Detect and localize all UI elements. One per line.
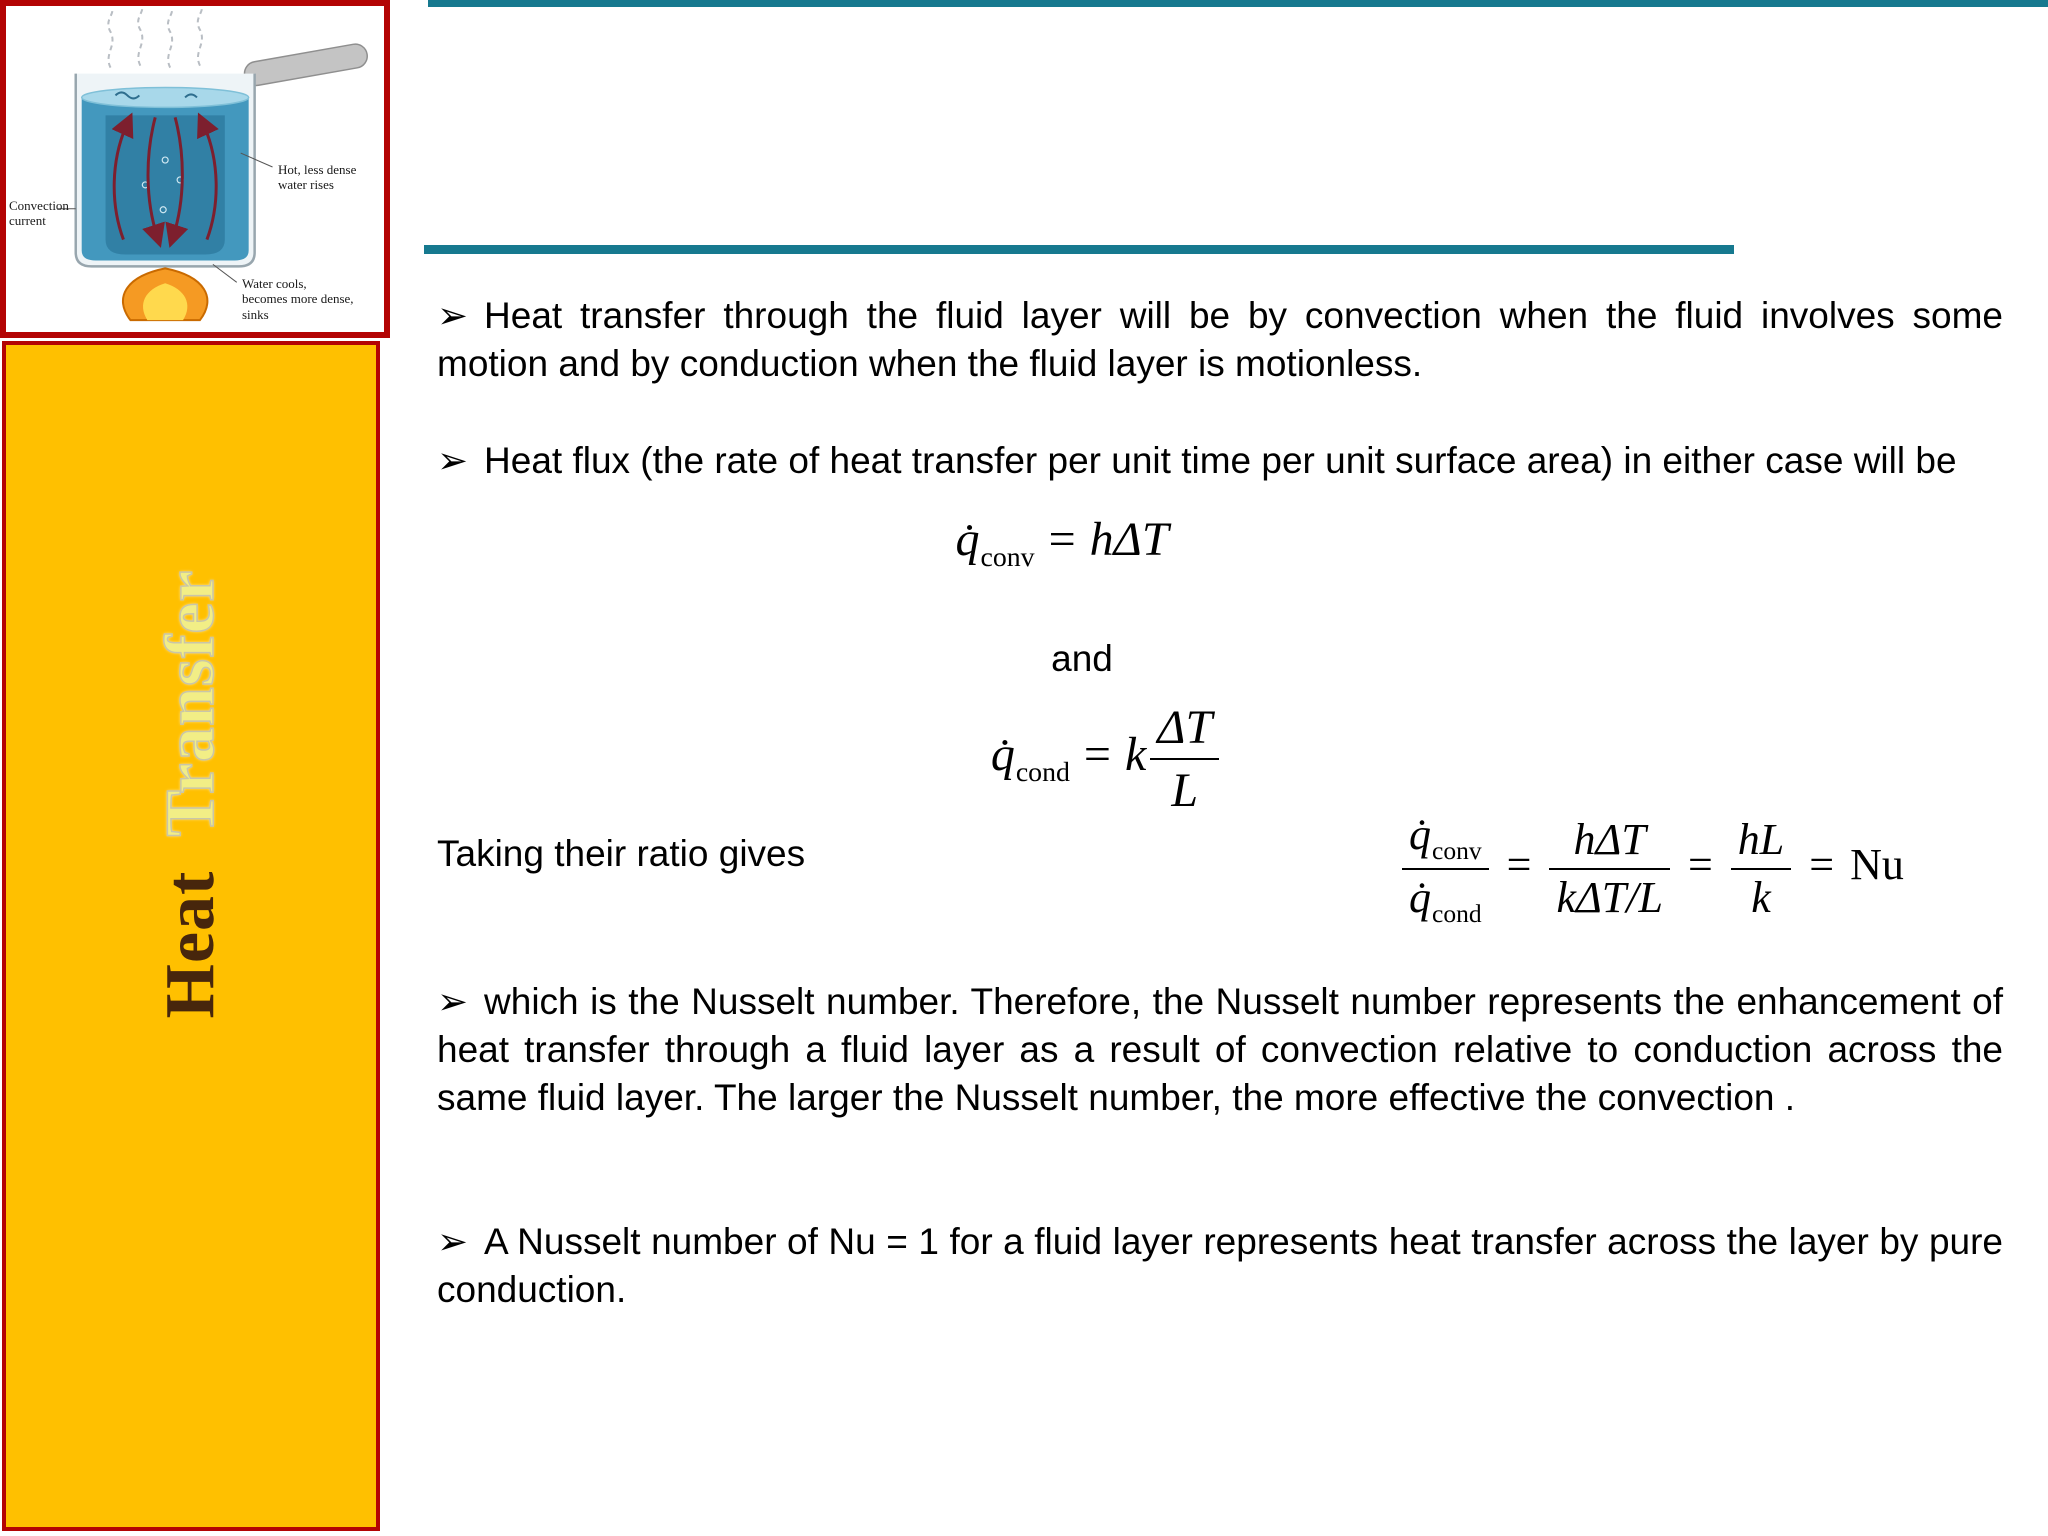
fraction-denominator: kΔT/L bbox=[1556, 873, 1663, 923]
fraction bbox=[1150, 700, 1219, 818]
fraction-denominator: k bbox=[1751, 873, 1771, 923]
equals-sign: = bbox=[1083, 728, 1111, 782]
equals-sign: = bbox=[1506, 840, 1532, 890]
sidebar-title-transfer: Transfer bbox=[152, 569, 229, 837]
bullet-4 bbox=[437, 1218, 2003, 1314]
figure-label-line: Water cools, bbox=[242, 276, 307, 291]
bullet-2 bbox=[437, 437, 2003, 485]
bullet-arrow-icon: ➢ bbox=[437, 981, 469, 1022]
sidebar-title bbox=[151, 570, 231, 1019]
fraction-numerator: $q̇_{conv}$ bbox=[1402, 810, 1489, 870]
figure-label-water-cools-sinks bbox=[242, 276, 364, 322]
eq-rhs: hΔT bbox=[1089, 513, 1169, 566]
eq-subscript: conv bbox=[980, 541, 1035, 573]
bullet-1 bbox=[437, 292, 2003, 388]
fraction bbox=[1731, 815, 1791, 924]
equals-sign: = bbox=[1809, 840, 1835, 890]
figure-label-convection-current bbox=[9, 198, 79, 229]
eq-variable: q̇ bbox=[955, 513, 980, 566]
sidebar-title-heat: Heat bbox=[152, 870, 229, 1019]
fraction bbox=[1549, 815, 1670, 924]
fraction-denominator: $q̇_{cond}$ bbox=[1409, 873, 1482, 928]
equals-sign: = bbox=[1048, 513, 1076, 566]
figure-label-line: Convection bbox=[9, 198, 69, 213]
bullet-3-text: which is the Nusselt number. Therefore, the Nusselt number represents the enhancement of heat transfer through a fluid layer as a result of convection relative to conduction across the same fluid layer. The larger the Nusselt number, the more effective the convection . bbox=[437, 981, 2003, 1118]
fraction-numerator: hΔT bbox=[1549, 815, 1670, 871]
steam-lines bbox=[108, 6, 202, 68]
water-surface bbox=[82, 88, 249, 108]
eq-coefficient: k bbox=[1124, 728, 1147, 782]
figure-label-line: sinks bbox=[242, 306, 269, 322]
fraction bbox=[1402, 810, 1489, 928]
bullet-2-text: Heat flux (the rate of heat transfer per unit time per unit surface area) in either case will be bbox=[484, 440, 1957, 481]
eq-variable: q̇ bbox=[990, 728, 1015, 782]
bullet-arrow-icon: ➢ bbox=[437, 295, 469, 336]
figure-label-line: becomes more dense, bbox=[242, 291, 354, 307]
content-divider-bar bbox=[424, 245, 1734, 254]
figure-label-line: Hot, less dense bbox=[278, 162, 357, 177]
bullet-arrow-icon: ➢ bbox=[437, 440, 469, 481]
equation-nusselt-ratio bbox=[1398, 810, 1904, 928]
figure-label-line: water rises bbox=[278, 177, 334, 193]
figure-label-line: current bbox=[9, 213, 46, 229]
convection-figure bbox=[0, 0, 390, 338]
ratio-intro-text: Taking their ratio gives bbox=[437, 833, 806, 874]
bullet-3 bbox=[437, 978, 2003, 1122]
nusselt-symbol: Nu bbox=[1850, 840, 1904, 890]
figure-label-hot-water-rises bbox=[278, 162, 384, 193]
equation-convection-flux bbox=[437, 512, 1687, 574]
fraction-denominator: L bbox=[1171, 764, 1199, 818]
eq-subscript: cond bbox=[1015, 756, 1070, 788]
bullet-4-text: A Nusselt number of Nu = 1 for a fluid layer represents heat transfer across the layer by pure conduction. bbox=[437, 1221, 2003, 1310]
equals-sign: = bbox=[1687, 840, 1713, 890]
and-label: and bbox=[1051, 638, 1113, 679]
top-accent-bar bbox=[428, 0, 2048, 7]
fraction-numerator: hL bbox=[1731, 815, 1791, 871]
bullet-arrow-icon: ➢ bbox=[437, 1221, 469, 1262]
fraction-numerator: ΔT bbox=[1150, 700, 1219, 760]
sidebar bbox=[2, 341, 380, 1531]
equation-conduction-flux bbox=[437, 700, 1777, 818]
bullet-1-text: Heat transfer through the fluid layer will be by convection when the fluid involves some motion and by conduction when the fluid layer is motionless. bbox=[437, 295, 2003, 384]
pot-handle bbox=[243, 42, 369, 87]
